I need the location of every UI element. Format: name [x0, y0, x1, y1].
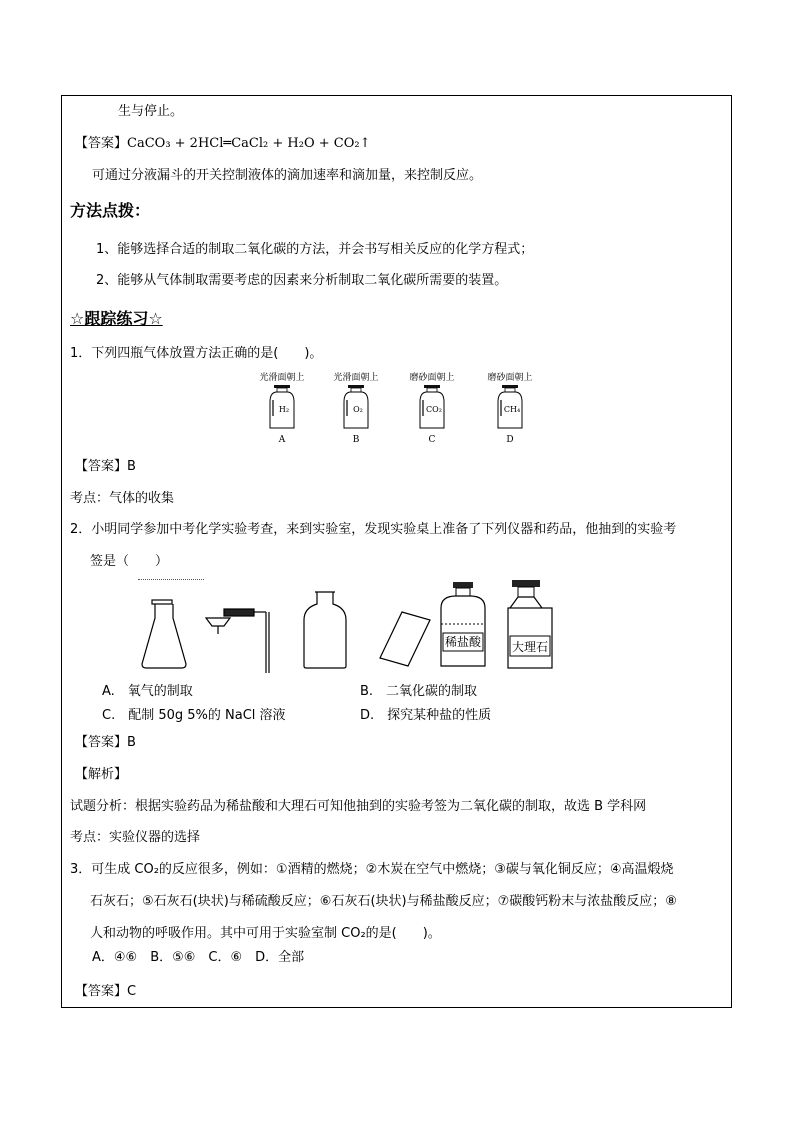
gas-formula: CH₄ — [503, 405, 521, 414]
method-point: 2、能够从气体制取需要考虑的因素来分析制取二氧化碳所需要的装置。 — [96, 273, 508, 288]
text-line: 生与停止。 — [118, 104, 184, 119]
reagent-label: 稀盐酸 — [444, 635, 482, 649]
answer-line — [75, 136, 370, 152]
question: 3．可生成 CO₂的反应很多，例如：①酒精的燃烧；②木炭在空气中燃烧；③碳与氧化铜反应；④高温煅烧 — [70, 862, 674, 877]
question-options: A．④⑥ B．⑤⑥ C．⑥ D．全部 — [92, 950, 305, 965]
answer-label: 【答案】 — [75, 136, 128, 151]
bottle-caption: 光滑面朝上 — [333, 373, 379, 383]
marble-bottle — [508, 580, 552, 668]
funnel-with-tube — [206, 609, 269, 673]
conical-flask — [142, 600, 186, 668]
question-cont: 石灰石；⑤石灰石(块状)与稀硫酸反应；⑥石灰石(块状)与稀盐酸反应；⑦碳酸钙粉末与浓盐酸反应；⑧ — [90, 894, 677, 909]
option-c: C. 配制 50g 5%的 NaCl 溶液 — [102, 708, 286, 723]
option-letter: D — [506, 435, 514, 445]
knowledge-point: 考点：气体的收集 — [70, 491, 175, 506]
question: 2．小明同学参加中考化学实验考查，来到实验室，发现实验桌上准备了下列仪器和药品，他抽到的实验考 — [70, 522, 677, 537]
section-heading: ☆跟踪练习☆ — [70, 309, 163, 328]
bottle-caption: 磨砂面朝上 — [409, 373, 455, 383]
bottle-caption: 磨砂面朝上 — [487, 373, 533, 383]
bottle-b — [333, 371, 378, 445]
gas-formula: H₂ — [278, 405, 290, 414]
method-point: 1、能够选择合适的制取二氧化碳的方法，并会书写相关反应的化学方程式； — [96, 242, 534, 257]
option-letter: C — [428, 435, 436, 445]
section-heading: 方法点拨： — [70, 201, 151, 220]
knowledge-point: 考点：实验仪器的选择 — [70, 830, 201, 845]
gas-formula: O₂ — [353, 405, 363, 414]
option-d: D. 探究某种盐的性质 — [360, 708, 492, 723]
option-b: B. 二氧化碳的制取 — [360, 684, 478, 699]
option-a: A. 氧气的制取 — [102, 684, 193, 699]
question: 1．下列四瓶气体放置方法正确的是( )。 — [70, 346, 323, 361]
gas-jar — [304, 592, 346, 668]
option-letter: B — [352, 435, 360, 445]
bottle-caption: 光滑面朝上 — [259, 373, 305, 383]
answer-line: 【答案】B — [75, 735, 136, 750]
question-cont: 人和动物的呼吸作用。其中可用于实验室制 CO₂的是( )。 — [90, 926, 441, 941]
question-cont: 签是（ ） — [90, 554, 169, 569]
glass-plate — [380, 612, 430, 666]
answer-line: 【答案】C — [75, 984, 137, 999]
apparatus-figure — [140, 578, 570, 678]
text-line: 可通过分液漏斗的开关控制液体的滴加速率和滴加量，来控制反应。 — [92, 168, 483, 183]
bottle-d — [487, 371, 532, 445]
gas-bottles-figure — [248, 368, 548, 448]
option-letter: A — [278, 435, 286, 445]
analysis-label: 【解析】 — [75, 767, 128, 782]
bottle-a — [259, 371, 304, 445]
reagent-label: 大理石 — [511, 640, 549, 654]
bottle-c — [409, 371, 454, 445]
gas-formula: CO₂ — [426, 405, 442, 414]
dilute-hcl-bottle — [441, 582, 485, 666]
analysis-text: 试题分析：根据实验药品为稀盐酸和大理石可知他抽到的实验考签为二氧化碳的制取，故选 B 学科网 — [70, 799, 647, 814]
answer-line: 【答案】B — [75, 459, 136, 474]
equation: CaCO₃ + 2HCl═CaCl₂ + H₂O + CO₂↑ — [127, 136, 371, 151]
